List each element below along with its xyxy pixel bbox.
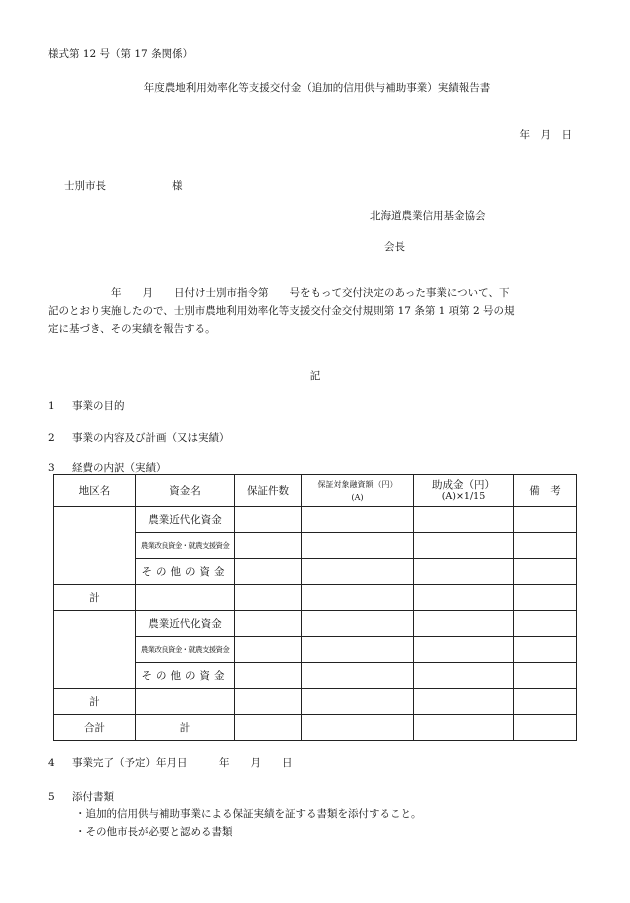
item-1	[48, 398, 125, 413]
remarks-cell[interactable]	[514, 507, 577, 533]
subsidy-cell[interactable]	[414, 559, 514, 585]
form-number: 様式第 12 号（第 17 条関係）	[48, 48, 194, 60]
loan-cell[interactable]	[302, 663, 414, 689]
fund-name: 農業近代化資金	[136, 507, 235, 533]
loan-cell[interactable]	[302, 637, 414, 663]
region-cell[interactable]	[54, 611, 136, 689]
body-line-3: 定に基づき、その実績を報告する。	[48, 323, 216, 335]
loan-cell[interactable]	[302, 585, 414, 611]
count-cell[interactable]	[235, 715, 302, 741]
fund-name: 農業近代化資金	[136, 611, 235, 637]
body-line-1: 年 月 日付け士別市指令第 号をもって交付決定のあった事業について、下	[111, 287, 510, 299]
count-cell[interactable]	[235, 507, 302, 533]
item-text: 経費の内訳（実績）	[72, 462, 167, 474]
header-subsidy	[414, 475, 514, 507]
fund-name: 農業改良資金・就農支援資金	[136, 637, 235, 663]
loan-cell[interactable]	[302, 715, 414, 741]
header-subsidy-line2: (A)×1/15	[441, 490, 486, 502]
attachment-item: ・追加的信用供与補助事業による保証実績を証する書類を添付すること。	[75, 808, 422, 820]
count-cell[interactable]	[235, 585, 302, 611]
remarks-cell[interactable]	[514, 559, 577, 585]
subsidy-cell[interactable]	[414, 663, 514, 689]
grand-total-row	[54, 715, 577, 741]
item-text: 事業の内容及び計画（又は実績）	[72, 432, 230, 444]
loan-cell[interactable]	[302, 611, 414, 637]
body-line-2: 記のとおり実施したので、士別市農地利用効率化等支援交付金交付規則第 17 条第 1 項第 2 号の規	[48, 305, 515, 317]
subsidy-cell[interactable]	[414, 533, 514, 559]
header-loan-amount	[302, 475, 414, 507]
remarks-cell[interactable]	[514, 637, 577, 663]
expense-table	[53, 474, 577, 741]
addressee: 士別市長	[64, 180, 106, 192]
item-number: 5	[48, 791, 55, 803]
item-text: 添付書類	[72, 791, 114, 803]
subtotal-row	[54, 689, 577, 715]
remarks-cell[interactable]	[514, 663, 577, 689]
item-number: 3	[48, 462, 55, 474]
loan-cell[interactable]	[302, 507, 414, 533]
item-3	[48, 460, 167, 475]
subtotal-label: 計	[54, 585, 136, 611]
organization-name: 北海道農業信用基金協会	[370, 210, 486, 222]
remarks-cell[interactable]	[514, 611, 577, 637]
grand-total-label: 合計	[54, 715, 136, 741]
subtotal-row	[54, 585, 577, 611]
grand-total-fund-label: 計	[136, 715, 235, 741]
subtotal-label: 計	[54, 689, 136, 715]
fund-name: 農業改良資金・就農支援資金	[136, 533, 235, 559]
loan-cell[interactable]	[302, 689, 414, 715]
fund-cell[interactable]	[136, 689, 235, 715]
header-subsidy-line1: 助成金（円）	[432, 478, 495, 491]
remarks-cell[interactable]	[514, 585, 577, 611]
loan-cell[interactable]	[302, 559, 414, 585]
loan-cell[interactable]	[302, 533, 414, 559]
subsidy-cell[interactable]	[414, 611, 514, 637]
remarks-cell[interactable]	[514, 533, 577, 559]
fund-name: その他の資金	[136, 663, 235, 689]
item-text: 事業の目的	[72, 400, 125, 412]
header-count: 保証件数	[235, 475, 302, 507]
subsidy-cell[interactable]	[414, 689, 514, 715]
table-row	[54, 507, 577, 533]
header-fund: 資金名	[136, 475, 235, 507]
subsidy-cell[interactable]	[414, 637, 514, 663]
header-loan-line1: 保証対象融資額（円）	[317, 479, 398, 489]
item-5	[48, 789, 114, 804]
item-number: 2	[48, 432, 55, 444]
count-cell[interactable]	[235, 611, 302, 637]
body-paragraph	[48, 284, 586, 338]
ki-heading: 記	[309, 370, 321, 382]
subsidy-cell[interactable]	[414, 585, 514, 611]
item-4	[48, 755, 293, 770]
subsidy-cell[interactable]	[414, 715, 514, 741]
document-title: 年度農地利用効率化等支援交付金（追加的信用供与補助事業）実績報告書	[143, 82, 491, 94]
header-remarks: 備 考	[514, 475, 577, 507]
date-line: 年 月 日	[519, 129, 572, 141]
item-number: 4	[48, 757, 55, 769]
count-cell[interactable]	[235, 533, 302, 559]
fund-cell[interactable]	[136, 585, 235, 611]
region-cell[interactable]	[54, 507, 136, 585]
remarks-cell[interactable]	[514, 715, 577, 741]
count-cell[interactable]	[235, 559, 302, 585]
header-region: 地区名	[54, 475, 136, 507]
count-cell[interactable]	[235, 637, 302, 663]
item-number: 1	[48, 400, 55, 412]
remarks-cell[interactable]	[514, 689, 577, 715]
addressee-honorific: 様	[172, 180, 183, 192]
header-loan-line2: (A)	[351, 492, 364, 502]
subsidy-cell[interactable]	[414, 507, 514, 533]
item-text: 事業完了（予定）年月日 年 月 日	[72, 757, 293, 769]
fund-name: その他の資金	[136, 559, 235, 585]
count-cell[interactable]	[235, 689, 302, 715]
item-2	[48, 430, 230, 445]
attachment-item: ・その他市長が必要と認める書類	[75, 826, 233, 838]
organization-role: 会長	[384, 241, 405, 253]
table-row	[54, 611, 577, 637]
count-cell[interactable]	[235, 663, 302, 689]
